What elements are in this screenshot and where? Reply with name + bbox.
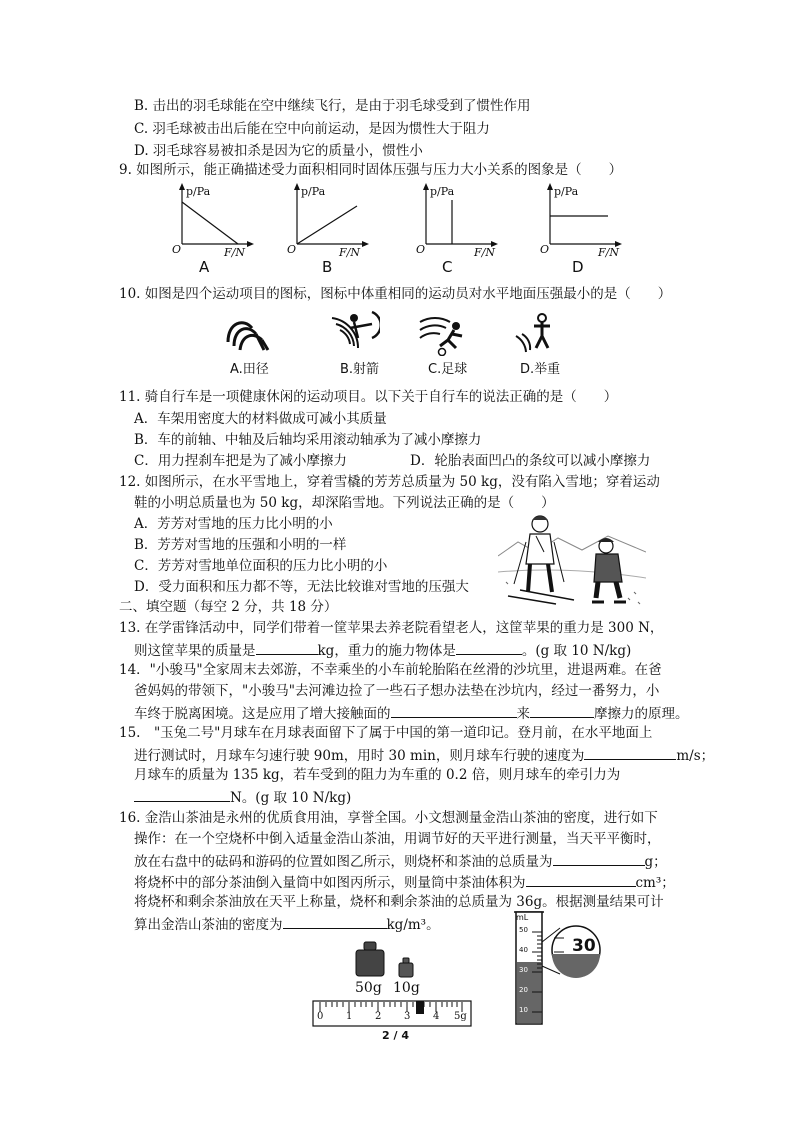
origin-label: O (172, 243, 182, 256)
cylinder-tick-40: 40 (519, 946, 528, 954)
scale-tick-3: 3 (404, 1011, 411, 1022)
q9-stem: 9. 如图所示，能正确描述受力面积相同时固体压强与压力大小关系的图象是（ ） (119, 162, 623, 178)
q16-blank-density[interactable] (283, 914, 387, 929)
q16-line4 (134, 872, 675, 892)
q14-line2: 爸妈妈的带领下，"小骏马"去河滩边捡了一些石子想办法垫在沙坑内，经过一番努力，小 (134, 683, 660, 699)
q13-line1: 13. 在学雷锋活动中，同学们带着一筐苹果去养老院看望老人，这筐苹果的重力是 300 N， (119, 620, 664, 636)
graph-d (538, 182, 628, 262)
graph-d-label: D (572, 258, 584, 276)
q16-line1: 16. 金浩山茶油是永州的优质食用油，享誉全国。小文想测量金浩山茶油的密度，进行如下 (119, 810, 658, 826)
cylinder-unit: mL (516, 913, 529, 922)
q8-option-b: B. 击出的羽毛球能在空中继续飞行，是由于羽毛球受到了惯性作用 (134, 98, 531, 114)
q16-text-c: 将烧杯中的部分茶油倒入量筒中如图丙所示，则量筒中茶油体积为 (134, 875, 526, 891)
q16-text-f: kg/m³。 (386, 917, 440, 933)
q15-blank-force[interactable] (134, 787, 230, 802)
q14-line1: 14．"小骏马"全家周末去郊游，不幸乘坐的小车前轮胎陷在丝滑的沙坑里，进退两难。在爸 (119, 662, 662, 678)
weightlifting-icon (512, 312, 562, 356)
q13-text-c: 。(g 取 10 N/kg) (521, 643, 632, 659)
icon-caption-weightlifting: D.举重 (520, 362, 561, 377)
y-axis-label: p/Pa (301, 185, 326, 198)
scale-tick-0: 0 (317, 1011, 324, 1022)
q16-text-a: 放在右盘中的砝码和游码的位置如图乙所示，则烧杯和茶油的总质量为 (134, 854, 553, 870)
q12-stem-line2: 鞋的小明总质量也为 50 kg，却深陷雪地。下列说法正确的是（ ） (134, 495, 555, 511)
q15-line2 (134, 745, 714, 765)
origin-label: O (416, 243, 426, 256)
q12-stem-line1: 12. 如图所示，在水平雪地上，穿着雪橇的芳芳总质量为 50 kg，没有陷入雪地；穿着运动 (119, 474, 660, 490)
weight-10g-label: 10g (393, 980, 420, 996)
cylinder-tick-10: 10 (519, 1006, 528, 1014)
x-axis-label: F/N (339, 246, 360, 259)
q13-text-a: 则这筐苹果的质量是 (134, 643, 256, 659)
archery-icon (328, 308, 380, 354)
snow-illustration (498, 512, 646, 608)
measuring-cylinder (506, 908, 616, 1028)
x-axis-label: F/N (224, 246, 245, 259)
q16-blank-volume[interactable] (526, 872, 636, 887)
q13-blank-mass[interactable] (256, 640, 318, 655)
q15-line4 (134, 787, 351, 807)
y-axis-label: p/Pa (554, 185, 579, 198)
scale-tick-4: 4 (433, 1011, 440, 1022)
cylinder-tick-30: 30 (519, 966, 528, 974)
q15-text-b: m/s； (676, 748, 715, 764)
magnified-reading: 30 (572, 936, 596, 956)
scale-tick-5: 5g (454, 1011, 467, 1022)
q16-line2: 操作：在一个空烧杯中倒入适量金浩山茶油，用调节好的天平进行测量，当天平平衡时， (134, 831, 661, 847)
q11-option-a: A．车架用密度大的材料做成可减小其质量 (134, 411, 387, 427)
q12-option-a: A．芳芳对雪地的压力比小明的小 (134, 516, 333, 532)
q12-option-d: D．受力面积和压力都不等，无法比较谁对雪地的压强大 (134, 579, 469, 595)
graph-b (285, 182, 375, 262)
q12-option-c: C．芳芳对雪地单位面积的压力比小明的小 (134, 558, 388, 574)
q13-blank-agent[interactable] (456, 640, 522, 655)
graph-b-label: B (322, 258, 333, 276)
q14-blank-1[interactable] (391, 703, 517, 718)
balance-scale (312, 1000, 472, 1028)
section-2-heading: 二、填空题（每空 2 分，共 18 分） (119, 599, 338, 615)
q16-text-d: cm³； (635, 875, 675, 891)
y-axis-label: p/Pa (186, 185, 211, 198)
q15-text-a: 进行测试时，月球车匀速行驶 90m，用时 30 min，则月球车行驶的速度为 (134, 748, 585, 764)
q16-text-b: g； (644, 854, 667, 870)
q14-line3 (134, 703, 689, 723)
page-number: 2 / 4 (382, 1029, 409, 1042)
q8-option-d: D. 羽毛球容易被扣杀是因为它的质量小，惯性小 (134, 143, 423, 159)
graph-a (170, 182, 260, 262)
q15-blank-speed[interactable] (584, 745, 676, 760)
scale-tick-1: 1 (346, 1011, 353, 1022)
q16-line6 (134, 914, 440, 934)
q14-text-a: 车终于脱离困境。这是应用了增大接触面的 (134, 706, 391, 722)
q16-line5: 将烧杯和剩余茶油放在天平上称量，烧杯和剩余茶油的总质量为 36g。根据测量结果可计 (134, 894, 664, 910)
q11-stem: 11. 骑自行车是一项健康休闲的运动项目。以下关于自行车的说法正确的是（ ） (119, 389, 618, 405)
q16-text-e: 算出金浩山茶油的密度为 (134, 917, 283, 933)
q14-text-b: 来 (516, 706, 530, 722)
graph-a-label: A (199, 258, 210, 276)
icon-caption-archery: B.射箭 (340, 362, 380, 377)
q14-blank-2[interactable] (530, 703, 594, 718)
q12-option-b: B．芳芳对雪地的压强和小明的一样 (134, 537, 347, 553)
origin-label: O (540, 243, 550, 256)
icon-caption-track: A.田径 (230, 362, 269, 377)
q11-option-d: D．轮胎表面凹凸的条纹可以减小摩擦力 (410, 453, 651, 469)
weight-50g-label: 50g (355, 980, 382, 996)
x-axis-label: F/N (474, 246, 495, 259)
q11-option-c: C．用力捏刹车把是为了减小摩擦力 (134, 453, 347, 469)
scale-tick-2: 2 (375, 1011, 382, 1022)
graph-c-label: C (442, 258, 453, 276)
q15-line1: 15. "玉兔二号"月球车在月球表面留下了属于中国的第一道印记。登月前，在水平地面上 (119, 725, 653, 741)
q15-line3: 月球车的质量为 135 kg，若车受到的阻力为车重的 0.2 倍，则月球车的牵引力为 (134, 767, 621, 783)
running-icon (222, 312, 272, 354)
q16-line3 (134, 851, 667, 871)
graph-c (414, 182, 504, 262)
cylinder-tick-20: 20 (519, 986, 528, 994)
q13-line2 (134, 640, 631, 660)
q14-text-c: 摩擦力的原理。 (594, 706, 689, 722)
origin-label: O (287, 243, 297, 256)
icon-caption-soccer: C.足球 (428, 362, 468, 377)
x-axis-label: F/N (598, 246, 619, 259)
q11-option-b: B．车的前轴、中轴及后轴均采用滚动轴承为了减小摩擦力 (134, 432, 482, 448)
q13-text-b: kg，重力的施力物体是 (317, 643, 456, 659)
y-axis-label: p/Pa (430, 185, 455, 198)
soccer-icon (416, 314, 470, 356)
weight-10g-icon (396, 957, 416, 979)
q15-text-c: N。(g 取 10 N/kg) (230, 790, 352, 806)
q10-stem: 10. 如图是四个运动项目的图标，图标中体重相同的运动员对水平地面压强最小的是（ ） (119, 286, 672, 302)
cylinder-tick-50: 50 (519, 926, 528, 934)
q16-blank-mass[interactable] (553, 851, 645, 866)
q8-option-c: C. 羽毛球被击出后能在空中向前运动，是因为惯性大于阻力 (134, 121, 490, 137)
weight-50g-icon (352, 940, 388, 978)
